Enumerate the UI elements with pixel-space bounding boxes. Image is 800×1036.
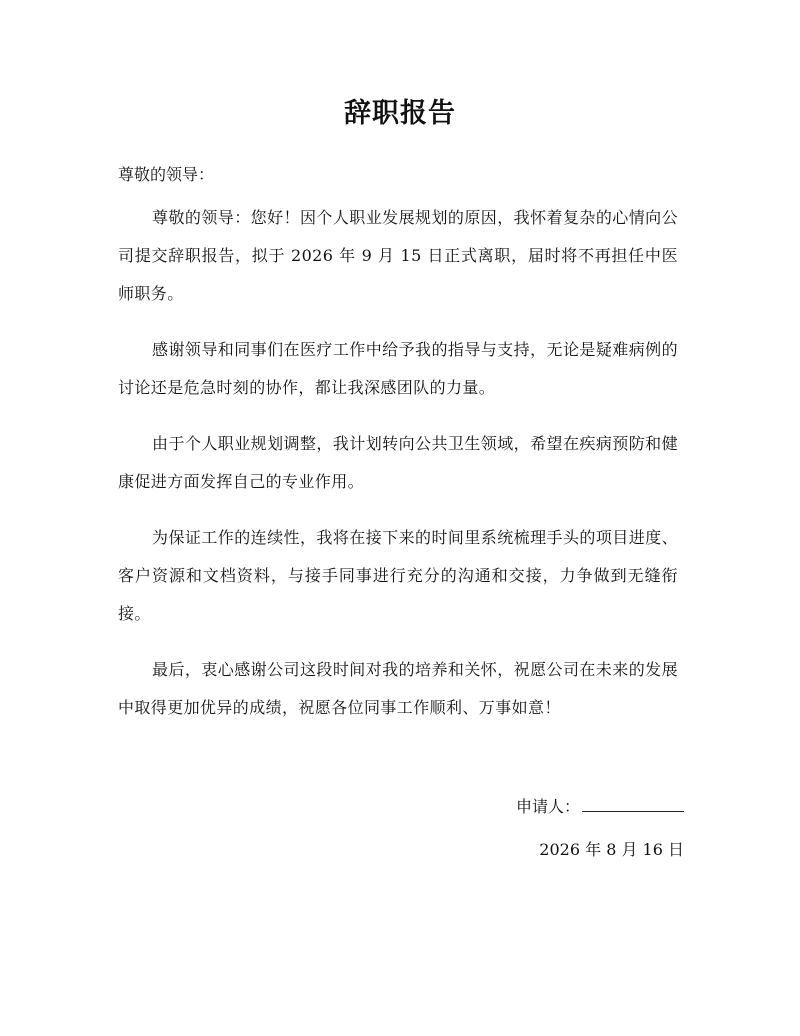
letter-body [118,199,678,745]
paragraph-greeting: 尊敬的领导：您好！因个人职业发展规划的原因，我怀着复杂的心情向公司提交辞职报告，拟于 2026 年 9 月 15 日正式离职，届时将不再担任中医师职务。 [118,208,678,303]
paragraph-thanks: 感谢领导和同事们在医疗工作中给予我的指导与支持，无论是疑难病例的讨论还是危急时刻的协作，都让我深感团队的力量。 [118,340,678,397]
paragraph-handover: 为保证工作的连续性，我将在接下来的时间里系统梳理手头的项目进度、客户资源和文档资料，与接手同事进行充分的沟通和交接，力争做到无缝衔接。 [118,528,678,623]
letter-date: 2026 年 8 月 16 日 [539,840,684,859]
signature-block [516,792,684,822]
signature-label: 申请人： [515,797,580,816]
paragraph-reason: 由于个人职业规划调整，我计划转向公共卫生领域，希望在疾病预防和健康促进方面发挥自己的专业作用。 [118,434,678,491]
salutation: 尊敬的领导： [118,165,215,184]
document-title: 辞职报告 [344,98,456,129]
signature-line [582,793,684,812]
paragraph-closing: 最后，衷心感谢公司这段时间对我的培养和关怀，祝愿公司在未来的发展中取得更加优异的成绩，祝愿各位同事工作顺利、万事如意！ [118,660,678,717]
